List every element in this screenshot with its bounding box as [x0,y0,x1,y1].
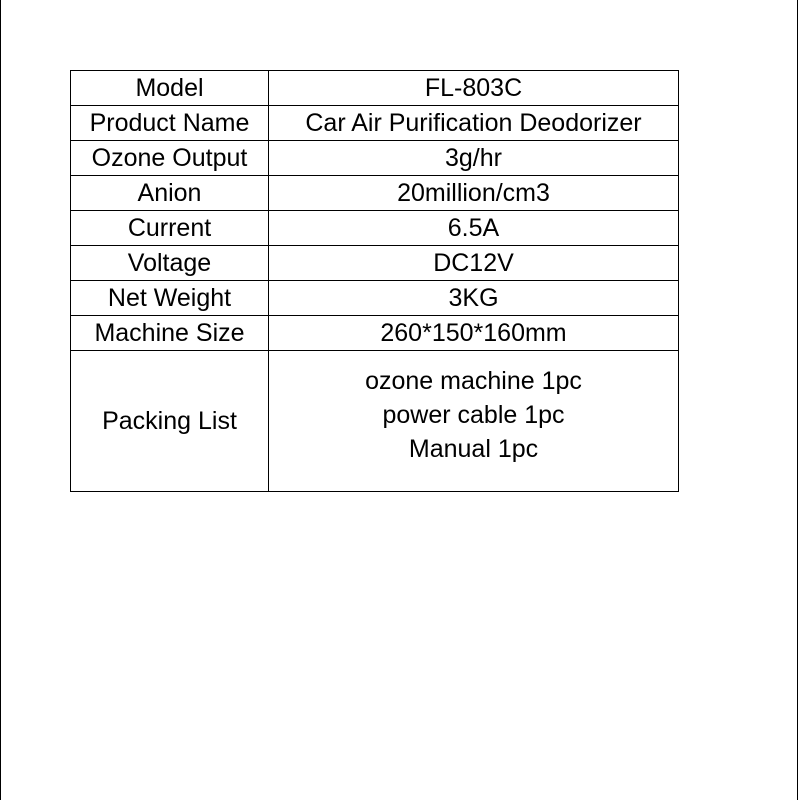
spec-value: 3g/hr [269,141,679,176]
spec-value: DC12V [269,246,679,281]
table-row [71,141,679,176]
table-row [71,316,679,351]
spec-table [70,70,679,492]
table-row [71,281,679,316]
spec-label: Model [71,71,269,106]
packing-list-items [269,351,679,492]
packing-item: Manual 1pc [408,435,539,463]
table-row [71,246,679,281]
packing-item: ozone machine 1pc [365,367,582,395]
spec-value: Car Air Purification Deodorizer [269,106,679,141]
spec-value: 3KG [269,281,679,316]
table-row [71,71,679,106]
packing-list-label: Packing List [71,351,269,492]
spec-label: Current [71,211,269,246]
spec-label: Machine Size [71,316,269,351]
spec-value: 6.5A [269,211,679,246]
spec-label: Net Weight [71,281,269,316]
spec-label: Voltage [71,246,269,281]
packing-list-row [71,351,679,492]
spec-value: 260*150*160mm [269,316,679,351]
packing-list-lines [271,364,676,466]
spec-label: Product Name [71,106,269,141]
table-row [71,176,679,211]
spec-label: Ozone Output [71,141,269,176]
table-row [71,211,679,246]
spec-value: FL-803C [269,71,679,106]
spec-value: 20million/cm3 [269,176,679,211]
packing-item: power cable 1pc [382,401,565,429]
table-row [71,106,679,141]
spec-label: Anion [71,176,269,211]
